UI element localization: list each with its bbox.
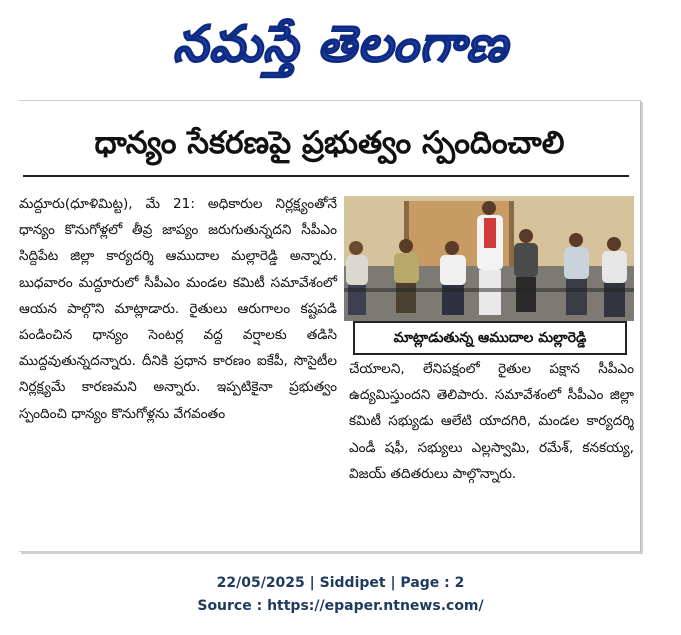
- masthead: [0, 0, 681, 92]
- article-column-left: [19, 191, 337, 427]
- article-body-right: చేయాలని, లేనిపక్షంలో రైతుల పక్షాన సీపీఎం ఉద్యమిస్తుందని తెలిపారు. సమావేశంలో సీపీఎం జిల్లా కమిటీ సభ్యుడు ఆలేటి యాదగిరి, మండల కార్యదర్శి ఎండీ షఫీ, సభ్యులు ఎల్లస్వామి, రమేశ్, కనకయ్య, విజయ్ తదితరులు పాల్గొన్నారు.: [349, 361, 634, 482]
- meeting-photo-illustration: [344, 196, 634, 321]
- photo-caption: మాట్లాడుతున్న ఆముదాల మల్లారెడ్డి: [353, 321, 627, 355]
- article-column-right: [349, 356, 634, 487]
- footer-source-link[interactable]: Source : https://epaper.ntnews.com/: [197, 598, 484, 614]
- article-headline: ధాన్యం సేకరణపై ప్రభుత్వం స్పందించాలి: [94, 125, 565, 161]
- footer-date-edition: 22/05/2025 | Siddipet | Page : 2: [216, 575, 465, 591]
- newspaper-logo: నమస్తే తెలంగాణ: [172, 15, 509, 73]
- news-clipping: [19, 100, 641, 552]
- clipping-footer: [0, 572, 681, 618]
- headline-rule: [23, 175, 629, 177]
- article-body-left: మద్దూరు(ధూళిమిట్ట), మే 21: అధికారుల నిర్లక్ష్యంతోనే ధాన్యం కొనుగోళ్లలో తీవ్ర జాప్యం జరుగుతున్నదని సీపీఎం సిద్దిపేట జిల్లా కార్యదర్శి ఆముదాల మల్లారెడ్డి అన్నారు. బుధవారం మద్దూరులో సీపీఎం మండల కమిటీ సమావేశంలో ఆయన పాల్గొని మాట్లాడారు. రైతులు ఆరుగాలం కష్టపడి పండించిన ధాన్యం సెంటర్ల వద్ద వర్షాలకు తడిసి ముద్దవుతున్నదన్నారు. దీనికి ప్రధాన కారణం ఐకేపీ, సొసైటీల నిర్లక్ష్యమే కారణమని అన్నారు. ఇప్పటికైనా ప్రభుత్వం స్పందించి ధాన్యం కొనుగోళ్లను వేగవంతం: [19, 196, 337, 422]
- article-photo: [344, 196, 634, 321]
